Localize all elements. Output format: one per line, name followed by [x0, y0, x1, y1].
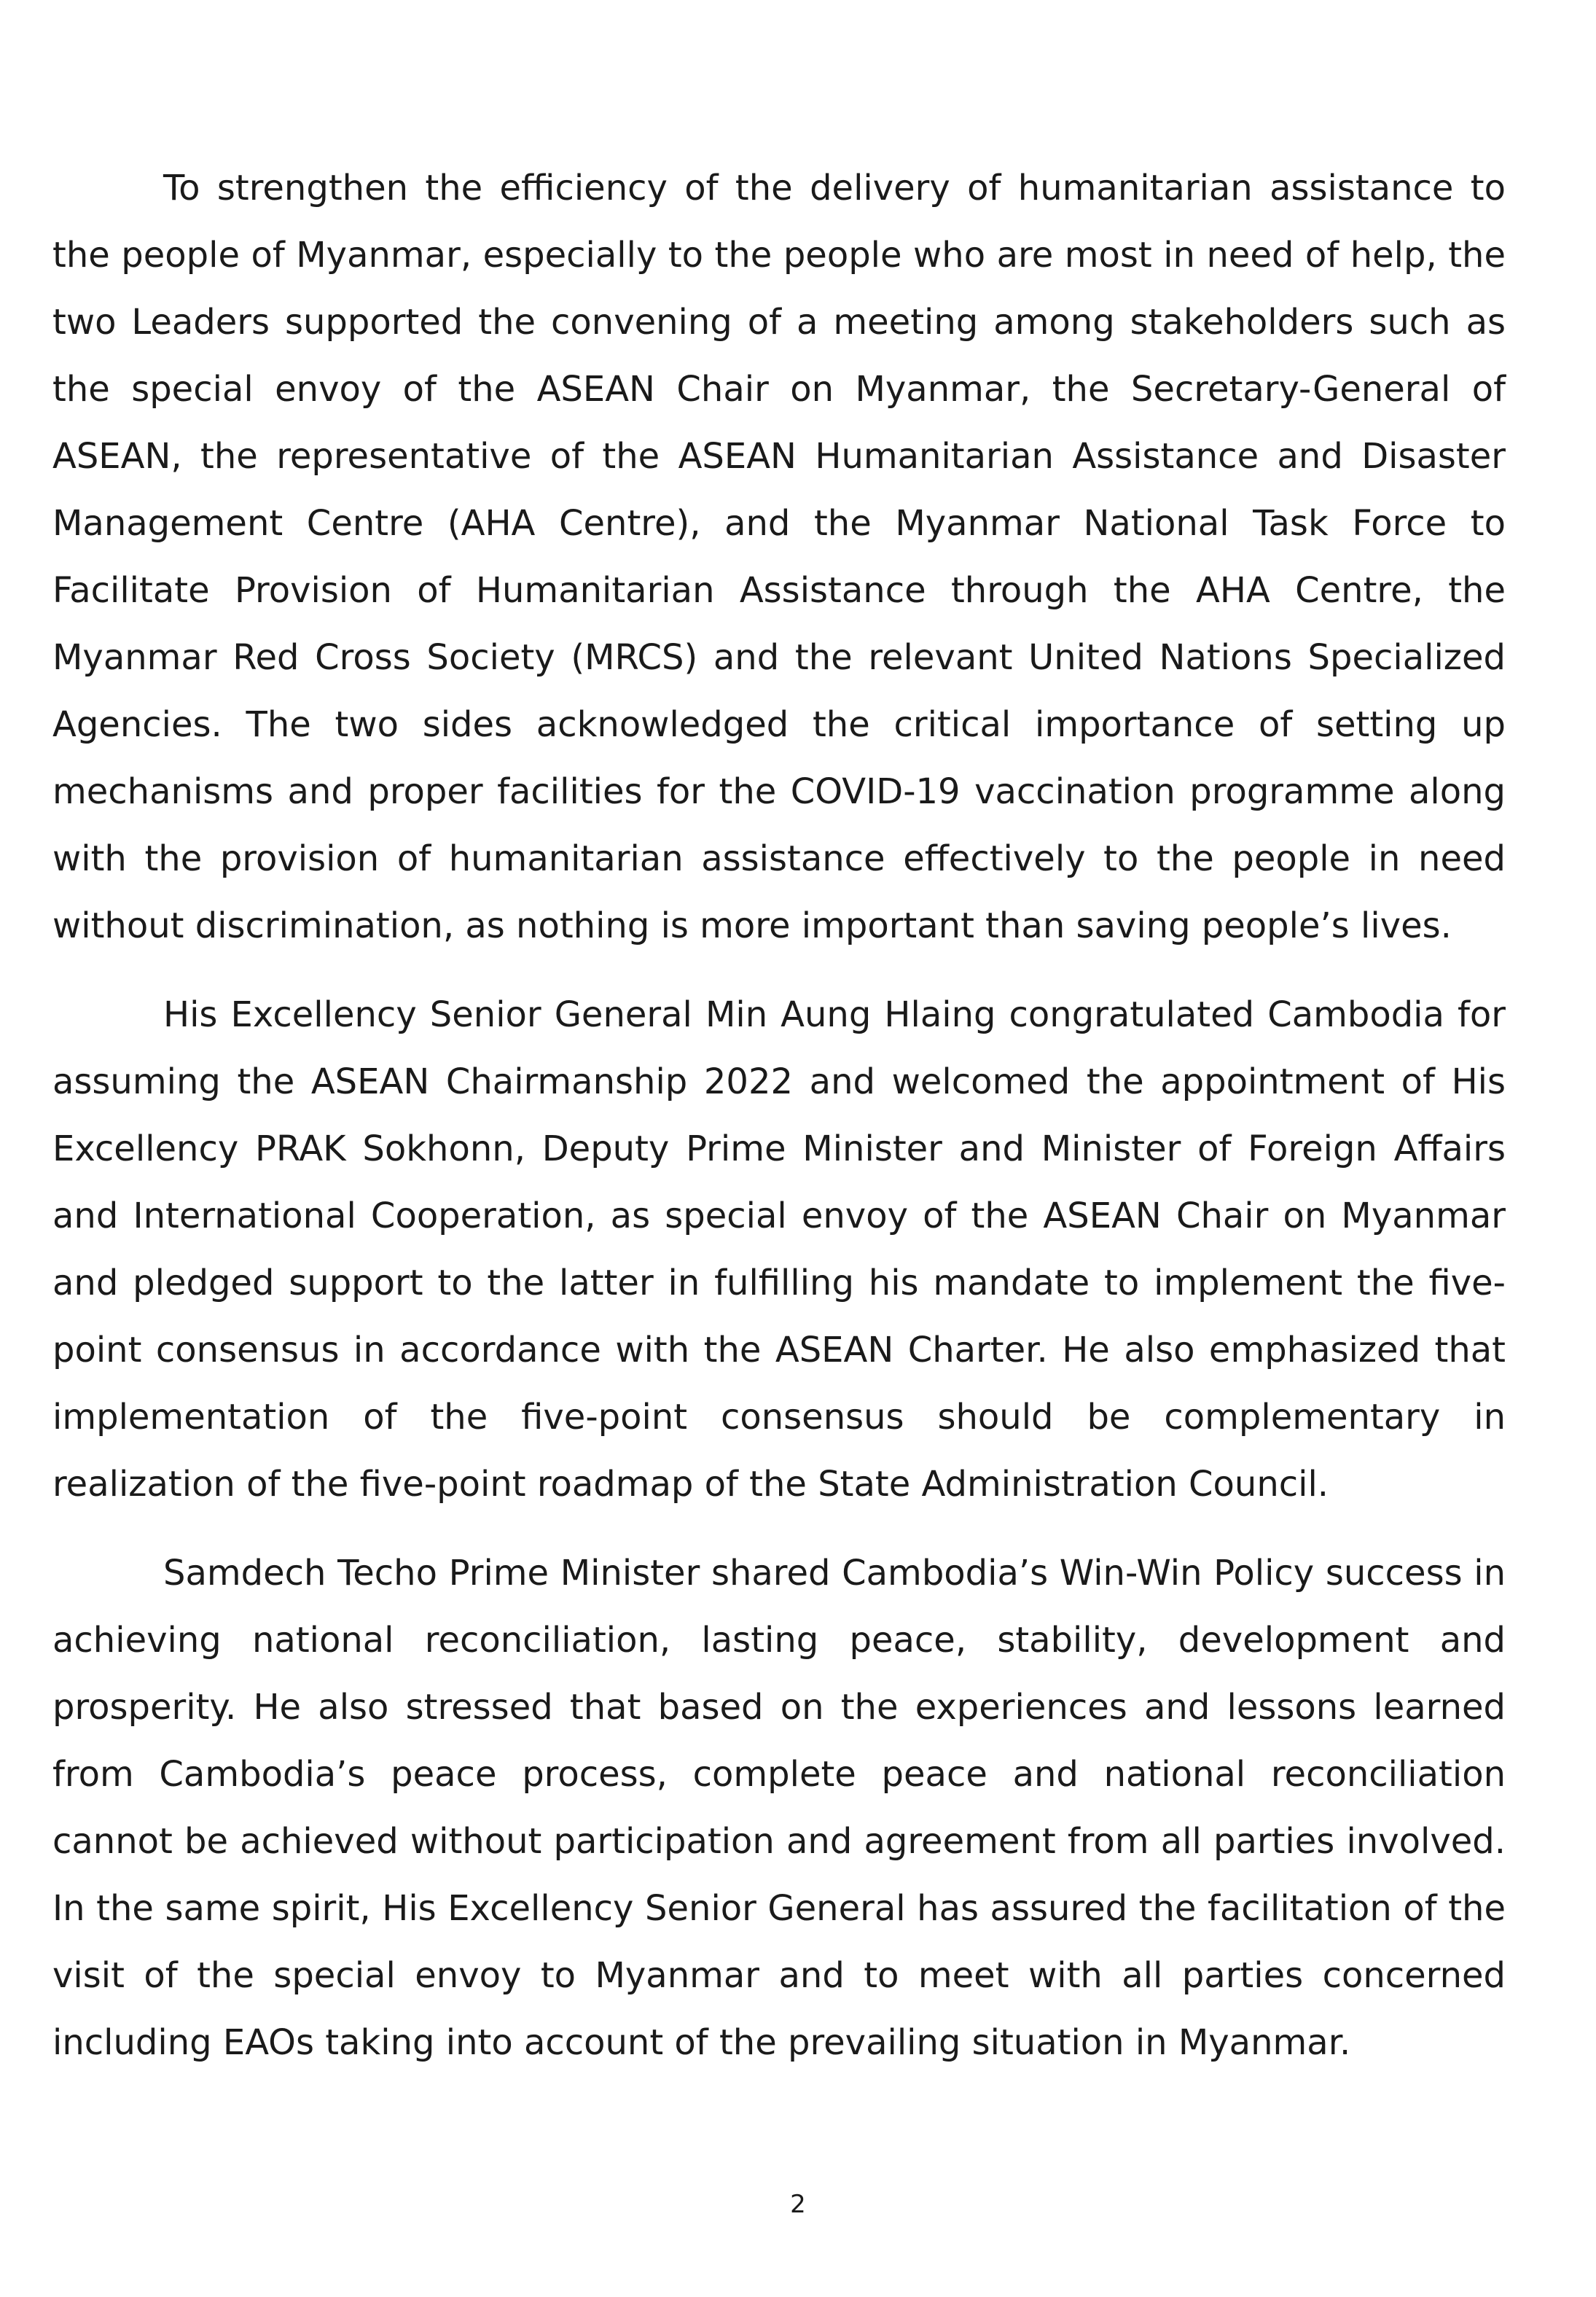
paragraph-humanitarian-assistance: To strengthen the efficiency of the delivery of humanitarian assistance to the people of Myanmar, especially to the people who are most in need of help, the two Leaders supported the convening of a meeting among stakeholders such as the special envoy of the ASEAN Chair on Myanmar, the Secretary-General of ASEAN, the representative of the ASEAN Humanitarian Assistance and Disaster Management Centre (AHA Centre), and the Myanmar National Task Force to Facilitate Provision of Humanitarian Assistance through the AHA Centre, the Myanmar Red Cross Society (MRCS) and the relevant United Nations Specialized Agencies. The two sides acknowledged the critical importance of setting up mechanisms and proper facilities for the COVID-19 vaccination programme along with the provision of humanitarian assistance effectively to the people in need without discrimination, as nothing is more important than saving people’s lives. [52, 168, 1506, 946]
document-body [52, 155, 1506, 2098]
page-number: 2 [790, 2190, 806, 2219]
paragraph-win-win-policy: Samdech Techo Prime Minister shared Cambodia’s Win-Win Policy success in achieving national reconciliation, lasting peace, stability, development and prosperity. He also stressed that based on the experiences and lessons learned from Cambodia’s peace process, complete peace and national reconciliation cannot be achieved without participation and agreement from all parties involved. In the same spirit, His Excellency Senior General has assured the facilitation of the visit of the special envoy to Myanmar and to meet with all parties concerned including EAOs taking into account of the prevailing situation in Myanmar. [52, 1553, 1506, 2063]
paragraph-asean-chairmanship: His Excellency Senior General Min Aung Hlaing congratulated Cambodia for assuming the ASEAN Chairmanship 2022 and welcomed the appointment of His Excellency PRAK Sokhonn, Deputy Prime Minister and Minister of Foreign Affairs and International Cooperation, as special envoy of the ASEAN Chair on Myanmar and pledged support to the latter in fulfilling his mandate to implement the five-point consensus in accordance with the ASEAN Charter. He also emphasized that implementation of the five-point consensus should be complementary in realization of the five-point roadmap of the State Administration Council. [52, 994, 1506, 1505]
